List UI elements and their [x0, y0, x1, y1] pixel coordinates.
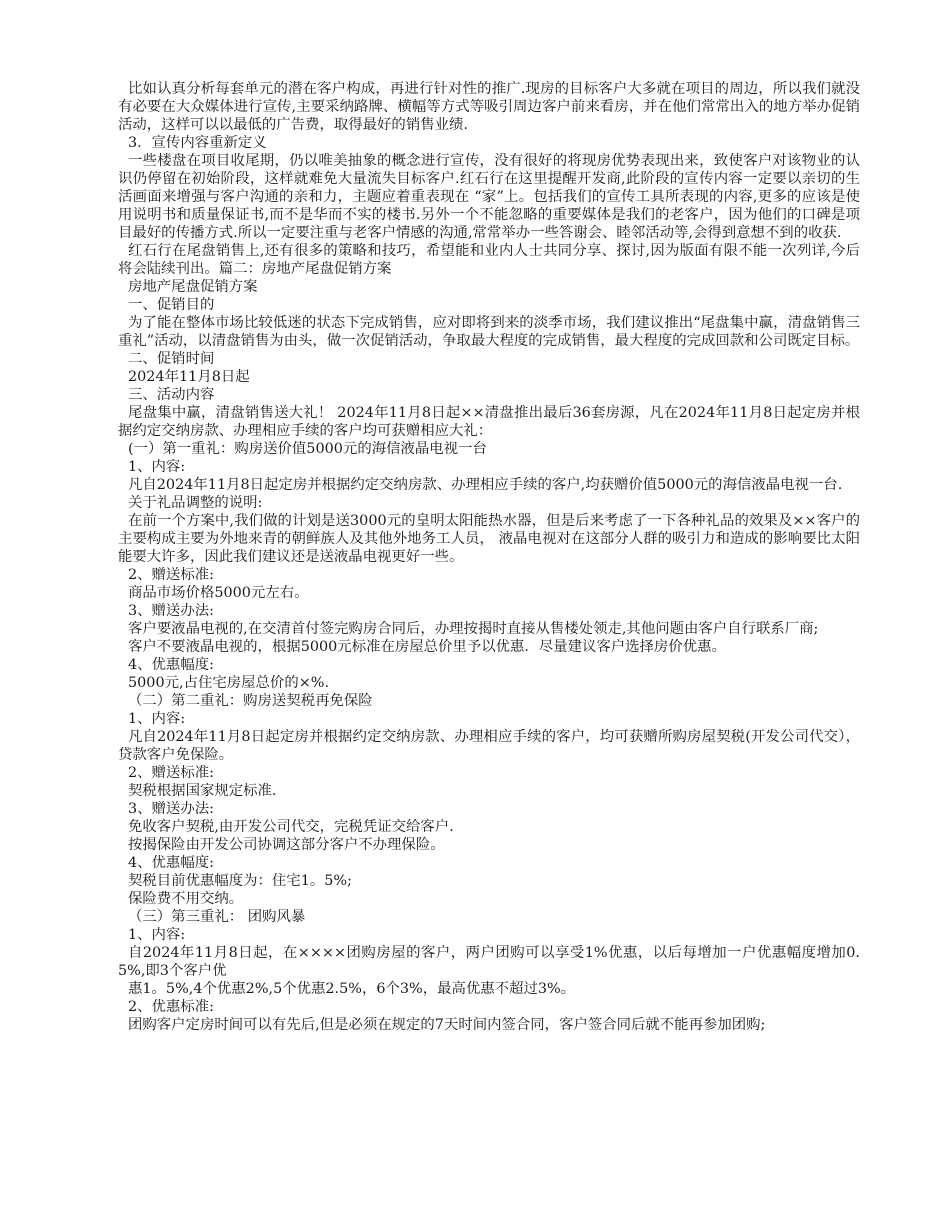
paragraph: 2、优惠标准: [128, 999, 214, 1015]
paragraph: （二）第二重礼：购房送契税再免保险 [128, 693, 373, 709]
paragraph: 3．宣传内容重新定义 [128, 135, 267, 151]
paragraph: 4、优惠幅度: [128, 657, 214, 673]
paragraph: 尾盘集中赢，清盘销售送大礼！ 2024年11月8日起××清盘推出最后36套房源，凡在2024年11月8日起定房并根据约定交纳房款、办理相应手续的客户均可获赠相应大礼： [118, 405, 860, 439]
paragraph: 2、赠送标准: [128, 567, 214, 583]
paragraph: 按揭保险由开发公司协调这部分客户不办理保险。 [128, 837, 445, 853]
paragraph: 1、内容: [128, 459, 186, 475]
paragraph: 1、内容: [128, 711, 186, 727]
paragraph: (一）第一重礼：购房送价值5000元的海信液晶电视一台 [128, 441, 487, 457]
paragraph: 免收客户契税,由开发公司代交，完税凭证交给客户. [128, 819, 454, 835]
paragraph: 客户要液晶电视的,在交清首付签完购房合同后，办理按揭时直接从售楼处领走,其他问题由客户自行联系厂商; [128, 621, 819, 637]
paragraph: 团购客户定房时间可以有先后,但是必须在规定的7天时间内签合同，客户签合同后就不能再参加团购; [128, 1017, 766, 1033]
paragraph: 2024年11月8日起 [128, 369, 250, 385]
paragraph: 3、赠送办法: [128, 801, 214, 817]
paragraph: 自2024年11月8日起，在××××团购房屋的客户，两户团购可以享受1%优惠，以后每增加一户优惠幅度增加0.5%,即3个客户优 [118, 945, 860, 979]
paragraph: 商品市场价格5000元左右。 [128, 585, 309, 601]
paragraph: 在前一个方案中,我们做的计划是送3000元的皇明太阳能热水器，但是后来考虑了一下各种礼品的效果及××客户的主要构成主要为外地来青的朝鲜族人及其他外地务工人员， 液晶电视对在这部分人群的吸引力和造成的影响要比太阳能要大许多，因此我们建议还是送液晶电视更好一些。 [118, 513, 860, 565]
paragraph: 房地产尾盘促销方案 [128, 279, 258, 295]
paragraph: 3、赠送办法: [128, 603, 214, 619]
paragraph: 比如认真分析每套单元的潜在客户构成，再进行针对性的推广.现房的目标客户大多就在项目的周边，所以我们就没有必要在大众媒体进行宣传,主要采纳路牌、横幅等方式等吸引周边客户前来看房，并在他们常常出入的地方举办促销活动，这样可以以最低的广告费，取得最好的销售业绩. [118, 81, 860, 133]
paragraph: 一、促销目的 [128, 297, 215, 313]
paragraph: 4、优惠幅度: [128, 855, 214, 871]
paragraph: 红石行在尾盘销售上,还有很多的策略和技巧，希望能和业内人士共同分享、探讨,因为版面有限不能一次列详,今后将会陆续刊出。篇二：房地产尾盘促销方案 [118, 243, 860, 277]
paragraph: 三、活动内容 [128, 387, 215, 403]
paragraph: 契税目前优惠幅度为：住宅1。5%; [128, 873, 352, 889]
paragraph: 1、内容: [128, 927, 186, 943]
paragraph: （三）第三重礼： 团购风暴 [128, 909, 306, 925]
paragraph: 凡自2024年11月8日起定房并根据约定交纳房款、办理相应手续的客户,均获赠价值5000元的海信液晶电视一台. [128, 477, 843, 493]
paragraph: 关于礼品调整的说明: [128, 495, 263, 511]
paragraph: 契税根据国家规定标准. [128, 783, 277, 799]
paragraph: 凡自2024年11月8日起定房并根据约定交纳房款、办理相应手续的客户，均可获赠所购房屋契税(开发公司代交），贷款客户免保险。 [118, 729, 860, 763]
paragraph: 为了能在整体市场比较低迷的状态下完成销售，应对即将到来的淡季市场，我们建议推出“尾盘集中赢，清盘销售三重礼”活动，以清盘销售为由头，做一次促销活动，争取最大程度的完成销售，最大程度的完成回款和公司既定目标。 [118, 315, 860, 349]
paragraph: 二、促销时间 [128, 351, 215, 367]
paragraph: 客户不要液晶电视的，根据5000元标准在房屋总价里予以优惠．尽量建议客户选择房价优惠。 [128, 639, 726, 655]
paragraph: 一些楼盘在项目收尾期，仍以唯美抽象的概念进行宣传，没有很好的将现房优势表现出来，致使客户对该物业的认识仍停留在初始阶段，这样就难免大量流失目标客户.红石行在这里提醒开发商,此阶段的宣传内容一定要以亲切的生活画面来增强与客户沟通的亲和力，主题应着重表现在 “家”上。包括我们的宣传工具所表现的内容,更多的应该是使用说明书和质量保证书,而不是华而不实的楼书.另外一个不能忽略的重要媒体是我们的老客户，因为他们的口碑是项目最好的传播方式.所以一定要注重与老客户情感的沟通,常常举办一些答谢会、睦邻活动等,会得到意想不到的收获. [118, 153, 860, 241]
paragraph: 5000元,占住宅房屋总价的×%. [128, 675, 330, 691]
paragraph: 2、赠送标准: [128, 765, 214, 781]
paragraph: 保险费不用交纳。 [128, 891, 244, 907]
paragraph: 惠1。5%,4个优惠2%,5个优惠2.5%，6个3%，最高优惠不超过3%。 [128, 981, 576, 997]
